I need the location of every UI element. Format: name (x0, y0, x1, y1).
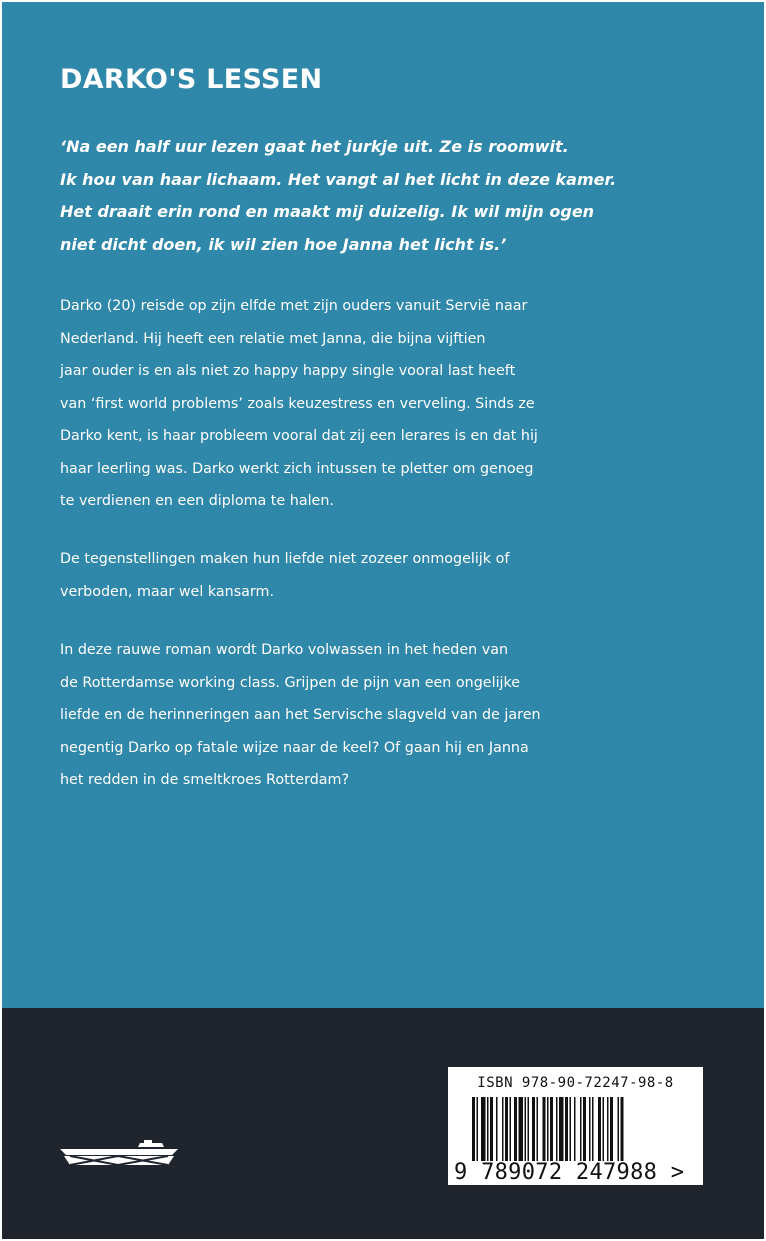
barcode-bar (565, 1097, 568, 1161)
barcode-bar (510, 1097, 512, 1161)
barcode-bar (592, 1097, 594, 1161)
synopsis-paragraph-2 (60, 543, 540, 608)
barcode-bars (470, 1097, 690, 1161)
boat-logo-icon (60, 1137, 178, 1169)
text-line: jaar ouder is en als niet zo happy happy single vooral last heeft (60, 363, 516, 379)
barcode-bar (481, 1097, 486, 1161)
barcode-bar (537, 1097, 539, 1161)
text-line: In deze rauwe roman wordt Darko volwassen in het heden van (60, 642, 509, 658)
barcode-bar (607, 1097, 609, 1161)
barcode-bar (570, 1097, 572, 1161)
quote-line: ‘Na een half uur lezen gaat het jurkje uit. Ze is roomwit. (60, 137, 569, 156)
book-title: DARKO'S LESSEN (60, 64, 323, 95)
barcode-bar (543, 1097, 546, 1161)
quote-line: Het draait erin rond en maakt mij duizelig. Ik wil mijn ogen (60, 202, 595, 221)
text-line: De tegenstellingen maken hun liefde niet zozeer onmogelijk of (60, 551, 510, 567)
barcode-bar (556, 1097, 558, 1161)
barcode-bar (519, 1097, 524, 1161)
barcode-bar (528, 1097, 530, 1161)
text-line: verboden, maar wel kansarm. (60, 583, 275, 600)
barcode-bar (598, 1097, 601, 1161)
barcode-bar (487, 1097, 489, 1161)
barcode-bar (618, 1097, 620, 1161)
barcode-bar (502, 1097, 504, 1161)
text-line: van ‘first world problems’ zoals keuzestress en verveling. Sinds ze (60, 395, 535, 412)
barcode-bar (583, 1097, 586, 1161)
barcode-bar (477, 1097, 479, 1161)
quote-line: niet dicht doen, ik wil zien hoe Janna het licht is.’ (60, 234, 507, 254)
barcode-bar (547, 1097, 549, 1161)
synopsis-paragraph-3 (60, 634, 540, 797)
barcode-bar (603, 1097, 605, 1161)
barcode-bar (505, 1097, 508, 1161)
barcode-bar (525, 1097, 527, 1161)
excerpt-quote (60, 131, 617, 261)
isbn-label: ISBN 978-90-72247-98-8 (477, 1075, 674, 1091)
barcode-bar (574, 1097, 576, 1161)
text-line: Darko (20) reisde op zijn elfde met zijn ouders vanuit Servië naar (60, 298, 528, 314)
ean-digits: 9 789072 247988 > (454, 1160, 685, 1185)
text-line: Darko kent, is haar probleem vooral dat zij een lerares is en dat hij (60, 428, 538, 444)
barcode-bar (496, 1097, 498, 1161)
barcode-bar (610, 1097, 613, 1161)
quote-line: Ik hou van haar lichaam. Het vangt al het licht in deze kamer. (60, 169, 617, 189)
text-line: de Rotterdamse working class. Grijpen de pijn van een ongelijke (60, 674, 521, 691)
isbn-barcode (448, 1067, 703, 1185)
barcode-bar (550, 1097, 553, 1161)
text-line: Nederland. Hij heeft een relatie met Janna, die bijna vijftien (60, 330, 486, 347)
barcode-bar (589, 1097, 591, 1161)
text-line: te verdienen en een diploma te halen. (60, 493, 334, 509)
barcode-bar (514, 1097, 517, 1161)
barcode-bar (580, 1097, 582, 1161)
text-line: negentig Darko op fatale wijze naar de keel? Of gaan hij en Janna (60, 739, 529, 756)
text-line: haar leerling was. Darko werkt zich intussen te pletter om genoeg (60, 460, 534, 477)
barcode-bar (559, 1097, 564, 1161)
synopsis-paragraph-1 (60, 290, 540, 518)
barcode-bar (621, 1097, 624, 1161)
text-line: liefde en de herinneringen aan het Servische slagveld van de jaren (60, 707, 541, 723)
barcode-bar (472, 1097, 475, 1161)
text-line: het redden in de smeltkroes Rotterdam? (60, 772, 350, 788)
barcode-bar (490, 1097, 493, 1161)
barcode-bar (532, 1097, 535, 1161)
